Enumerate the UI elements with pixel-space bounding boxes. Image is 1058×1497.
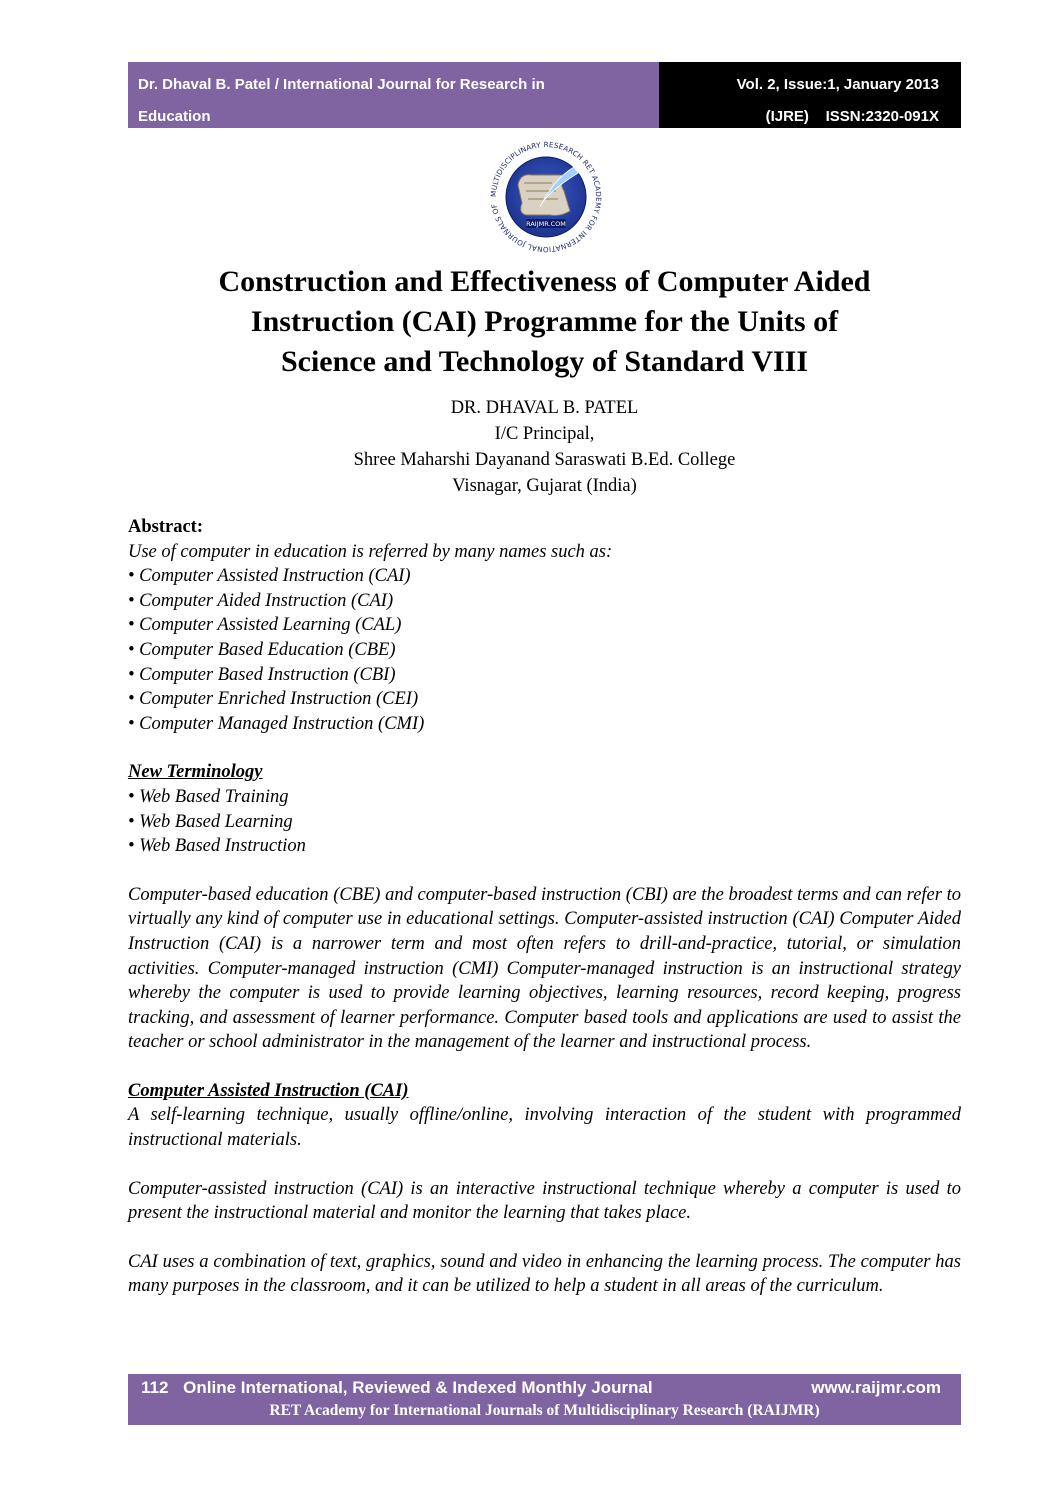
abstract-heading: Abstract: bbox=[128, 517, 204, 537]
page-footer bbox=[128, 1374, 961, 1425]
paper-title bbox=[128, 262, 961, 382]
new-term-item: • Web Based Instruction bbox=[128, 836, 306, 857]
title-line-1: Construction and Effectiveness of Computer Aided bbox=[218, 265, 871, 298]
paragraph-cai-combination: CAI uses a combination of text, graphics, sound and video in enhancing the learning process. The computer has many purposes in the classroom, and it can be utilized to help a student in all areas of the curriculum. bbox=[128, 1251, 961, 1297]
footer-top-row bbox=[141, 1376, 941, 1400]
author-name: DR. DHAVAL B. PATEL bbox=[450, 398, 639, 418]
abstract-intro: Use of computer in education is referred by many names such as: bbox=[128, 541, 613, 562]
paragraph-cai-interactive: Computer-assisted instruction (CAI) is an interactive instructional technique whereby a computer is used to present the instructional material and monitor the learning that takes place. bbox=[128, 1178, 961, 1224]
svg-text:RAIJMR.COM: RAIJMR.COM bbox=[526, 220, 566, 228]
header-issue-info bbox=[659, 62, 961, 128]
header-right-line2: (IJRE) ISSN:2320-091X bbox=[765, 108, 939, 125]
paper-body bbox=[128, 515, 961, 1299]
title-line-2: Instruction (CAI) Programme for the Units of bbox=[250, 305, 839, 338]
header-journal-info bbox=[128, 62, 659, 128]
website-link[interactable]: www.raijmr.com bbox=[811, 1378, 941, 1397]
author-institution: Shree Maharshi Dayanand Saraswati B.Ed. College bbox=[353, 450, 736, 470]
term-item: • Computer Based Education (CBE) bbox=[128, 639, 396, 660]
term-item: • Computer Based Instruction (CBI) bbox=[128, 664, 396, 685]
page-header bbox=[128, 62, 961, 128]
term-item: • Computer Enriched Instruction (CEI) bbox=[128, 689, 419, 710]
header-left-line1: Dr. Dhaval B. Patel / International Journal for Research in bbox=[138, 76, 545, 93]
journal-description: Online International, Reviewed & Indexed Monthly Journal bbox=[183, 1378, 653, 1397]
new-term-item: • Web Based Training bbox=[128, 786, 289, 807]
cai-heading: Computer Assisted Instruction (CAI) bbox=[128, 1080, 409, 1101]
new-terminology-heading: New Terminology bbox=[128, 762, 263, 783]
term-item: • Computer Managed Instruction (CMI) bbox=[128, 713, 425, 734]
author-block bbox=[128, 395, 961, 499]
paragraph-cai-self-learning: A self-learning technique, usually offline/online, involving interaction of the student with programmed instructional materials. bbox=[128, 1105, 961, 1151]
term-item: • Computer Assisted Instruction (CAI) bbox=[128, 566, 411, 587]
svg-text:MULTIDISCIPLINARY RESEARCH RET: MULTIDISCIPLINARY RESEARCH RET ACADEMY FOR INTERNATIONAL JOURNALS OF bbox=[488, 139, 604, 255]
header-right-line1: Vol. 2, Issue:1, January 2013 bbox=[736, 76, 939, 93]
term-item: • Computer Assisted Learning (CAL) bbox=[128, 615, 402, 636]
page-number: 112 bbox=[141, 1378, 169, 1397]
term-item: • Computer Aided Instruction (CAI) bbox=[128, 590, 394, 611]
raijmr-logo bbox=[474, 133, 618, 261]
title-line-3: Science and Technology of Standard VIII bbox=[280, 345, 809, 378]
paragraph-cbe-definitions: Computer-based education (CBE) and computer-based instruction (CBI) are the broadest terms and can refer to virtually any kind of computer use in educational settings. Computer-assisted instruction (CAI) Computer Aided Instruction (CAI) is a narrower term and most often refers to drill-and-practice, tutorial, or simulation activities. Computer-managed instruction (CMI) Computer-managed instruction is an instructional strategy whereby the computer is used to provide learning objectives, learning resources, record keeping, progress tracking, and assessment of learner performance. Computer based tools and applications are used to assist the teacher or school administrator in the management of the learner and instructional process. bbox=[128, 884, 961, 1053]
author-location: Visnagar, Gujarat (India) bbox=[452, 476, 637, 496]
header-left-line2: Education bbox=[138, 108, 211, 125]
new-term-item: • Web Based Learning bbox=[128, 811, 293, 832]
author-position: I/C Principal, bbox=[494, 424, 595, 444]
publisher-name: RET Academy for International Journals of Multidisciplinary Research (RAIJMR) bbox=[269, 1402, 820, 1419]
